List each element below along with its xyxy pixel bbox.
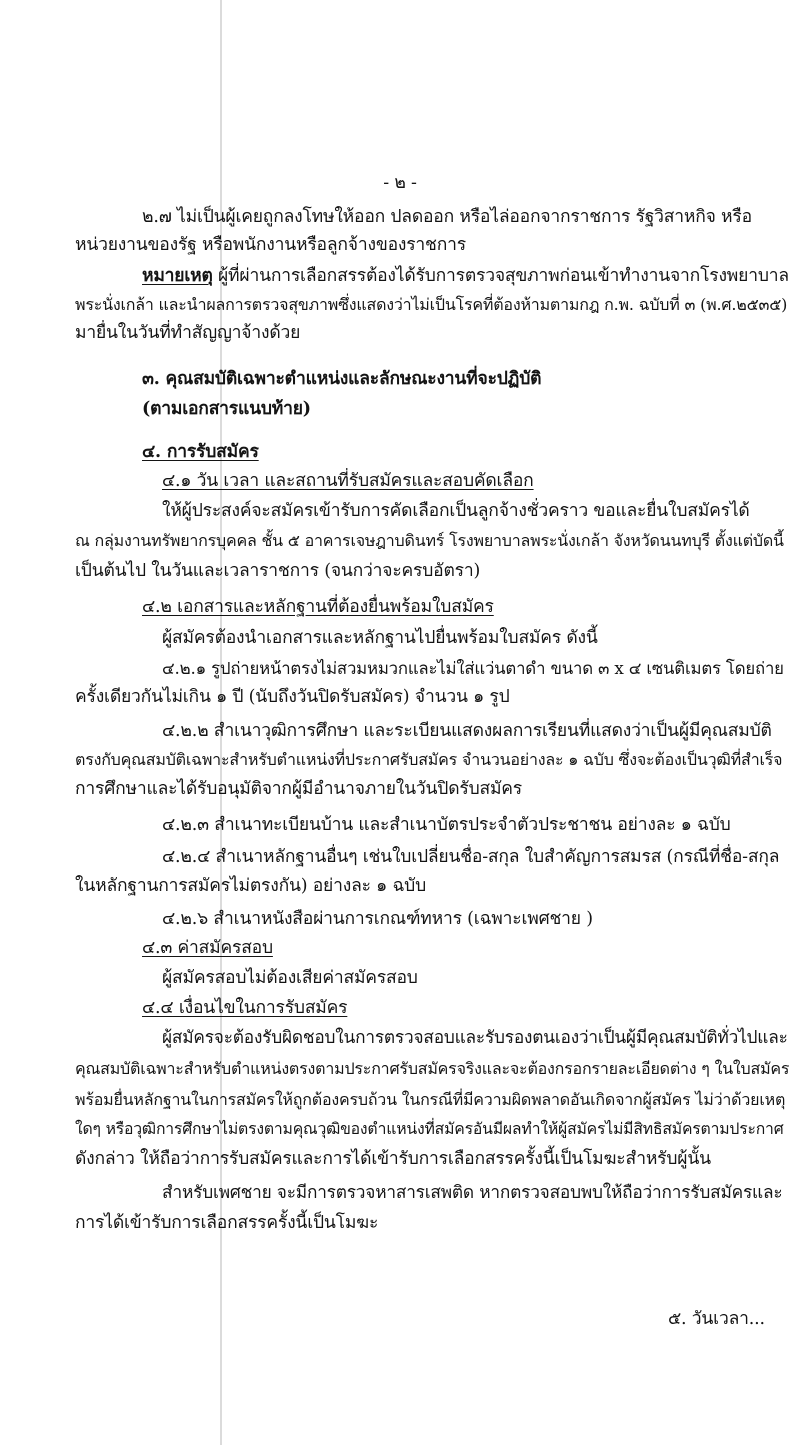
item-4-2-1-line-1: ๔.๒.๑ รูปถ่ายหน้าตรงไม่สวมหมวกและไม่ใส่แว่นตาดำ ขนาด ๓ x ๔ เซนติเมตร โดยถ่าย bbox=[162, 658, 784, 678]
section-4-1-line-2: ณ กลุ่มงานทรัพยากรบุคคล ชั้น ๕ อาคารเจษฎาบดินทร์ โรงพยาบาลพระนั่งเกล้า จังหวัดนนทบุรี ตั้งแต่บัดนี้ bbox=[75, 531, 784, 550]
section-3-heading: ๓. คุณสมบัติเฉพาะตำแหน่งและลักษณะงานที่จะปฏิบัติ bbox=[142, 369, 542, 389]
section-4-4-heading: ๔.๔ เงื่อนไขในการรับสมัคร bbox=[142, 998, 348, 1018]
section-4-heading: ๔. การรับสมัคร bbox=[142, 442, 259, 462]
section-4-4-p2-line-2: การได้เข้ารับการเลือกสรรครั้งนี้เป็นโมฆะ bbox=[75, 1213, 379, 1233]
section-4-3-line-1: ผู้สมัครสอบไม่ต้องเสียค่าสมัครสอบ bbox=[162, 968, 418, 988]
item-4-2-4-line-2: ในหลักฐานการสมัครไม่ตรงกัน) อย่างละ ๑ ฉบับ bbox=[75, 876, 426, 896]
item-4-2-1-line-2: ครั้งเดียวกันไม่เกิน ๑ ปี (นับถึงวันปิดรับสมัคร) จำนวน ๑ รูป bbox=[75, 687, 510, 707]
section-4-1-line-1: ให้ผู้ประสงค์จะสมัครเข้ารับการคัดเลือกเป็นลูกจ้างชั่วคราว ขอและยื่นใบสมัครได้ bbox=[162, 501, 750, 521]
note-text-1: ผู้ที่ผ่านการเลือกสรรต้องได้รับการตรวจสุขภาพก่อนเข้าทำงานจากโรงพยาบาล bbox=[212, 266, 789, 286]
section-4-3-heading: ๔.๓ ค่าสมัครสอบ bbox=[142, 938, 273, 958]
section-4-2-heading: ๔.๒ เอกสารและหลักฐานที่ต้องยื่นพร้อมใบสมัคร bbox=[142, 597, 494, 617]
note-line-1 bbox=[142, 265, 789, 287]
section-3-subheading: (ตามเอกสารแนบท้าย) bbox=[142, 399, 311, 419]
section-4-2-intro: ผู้สมัครต้องนำเอกสารและหลักฐานไปยื่นพร้อมใบสมัคร ดังนี้ bbox=[162, 628, 598, 648]
clause-2-7-line-1: ๒.๗ ไม่เป็นผู้เคยถูกลงโทษให้ออก ปลดออก หรือไล่ออกจากราชการ รัฐวิสาหกิจ หรือ bbox=[142, 207, 752, 227]
section-4-1-line-3: เป็นต้นไป ในวันและเวลาราชการ (จนกว่าจะครบอัตรา) bbox=[75, 561, 481, 581]
item-4-2-6-line-1: ๔.๒.๖ สำเนาหนังสือผ่านการเกณฑ์ทหาร (เฉพาะเพศชาย ) bbox=[162, 909, 593, 929]
page-number: - ๒ - bbox=[383, 173, 417, 193]
section-4-4-p1-line-1: ผู้สมัครจะต้องรับผิดชอบในการตรวจสอบและรับรองตนเองว่าเป็นผู้มีคุณสมบัติทั่วไปและ bbox=[162, 1028, 788, 1048]
note-label: หมายเหตุ bbox=[142, 266, 213, 286]
section-4-4-p1-line-2: คุณสมบัติเฉพาะสำหรับตำแหน่งตรงตามประกาศรับสมัครจริงและจะต้องกรอกรายละเอียดต่าง ๆ ในใบสมัคร bbox=[75, 1059, 790, 1078]
section-4-4-p1-line-3: พร้อมยื่นหลักฐานในการสมัครให้ถูกต้องครบถ้วน ในกรณีที่มีความผิดพลาดอันเกิดจากผู้สมัคร ไม่ว่าด้วยเหตุ bbox=[75, 1090, 786, 1109]
item-4-2-3-line-1: ๔.๒.๓ สำเนาทะเบียนบ้าน และสำเนาบัตรประจำตัวประชาชน อย่างละ ๑ ฉบับ bbox=[162, 815, 731, 835]
note-line-3: มายื่นในวันที่ทำสัญญาจ้างด้วย bbox=[75, 323, 301, 343]
note-line-2: พระนั่งเกล้า และนำผลการตรวจสุขภาพซึ่งแสดงว่าไม่เป็นโรคที่ต้องห้ามตามกฎ ก.พ. ฉบับที่ ๓ (พ.ศ.๒๕๓๕) bbox=[75, 295, 788, 314]
item-4-2-4-line-1: ๔.๒.๔ สำเนาหลักฐานอื่นๆ เช่นใบเปลี่ยนชื่อ-สกุล ใบสำคัญการสมรส (กรณีที่ชื่อ-สกุล bbox=[162, 847, 780, 867]
clause-2-7-line-2: หน่วยงานของรัฐ หรือพนักงานหรือลูกจ้างของราชการ bbox=[75, 235, 466, 255]
item-4-2-2-line-3: การศึกษาและได้รับอนุมัติจากผู้มีอำนาจภายในวันปิดรับสมัคร bbox=[75, 779, 523, 799]
section-4-4-p1-line-4: ใดๆ หรือวุฒิการศึกษาไม่ตรงตามคุณวุฒิของตำแหน่งที่สมัครอันมีผลทำให้ผู้สมัครไม่มีสิทธิสมัครตามประกาศ bbox=[75, 1119, 784, 1138]
item-4-2-2-line-1: ๔.๒.๒ สำเนาวุฒิการศึกษา และระเบียนแสดงผลการเรียนที่แสดงว่าเป็นผู้มีคุณสมบัติ bbox=[162, 721, 772, 741]
section-4-1-heading: ๔.๑ วัน เวลา และสถานที่รับสมัครและสอบคัดเลือก bbox=[162, 471, 534, 491]
section-4-4-p1-line-5: ดังกล่าว ให้ถือว่าการรับสมัครและการได้เข้ารับการเลือกสรรครั้งนี้เป็นโมฆะสำหรับผู้นั้น bbox=[75, 1149, 711, 1169]
item-4-2-2-line-2: ตรงกับคุณสมบัติเฉพาะสำหรับตำแหน่งที่ประกาศรับสมัคร จำนวนอย่างละ ๑ ฉบับ ซึ่งจะต้องเป็นวุฒิที่สำเร็จ bbox=[75, 750, 783, 769]
continuation-marker: ๕. วันเวลา... bbox=[668, 1309, 765, 1329]
section-4-4-p2-line-1: สำหรับเพศชาย จะมีการตรวจหาสารเสพติด หากตรวจสอบพบให้ถือว่าการรับสมัครและ bbox=[162, 1183, 783, 1203]
